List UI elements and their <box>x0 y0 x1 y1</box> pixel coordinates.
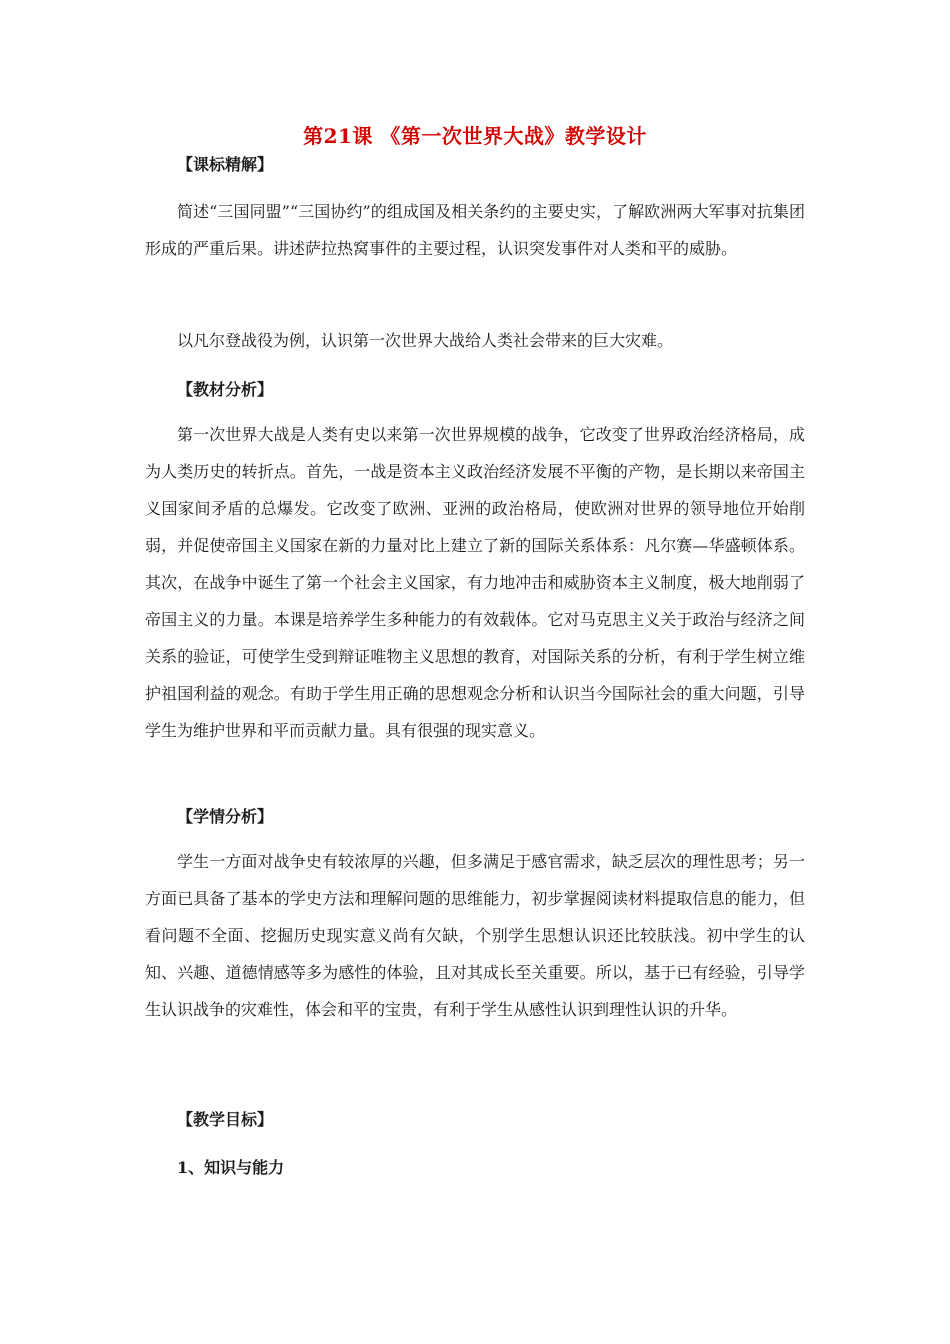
paragraph-textbook: 第一次世界大战是人类有史以来第一次世界规模的战争，它改变了世界政治经济格局，成为人类历史的转折点。首先，一战是资本主义政治经济发展不平衡的产物，是长期以来帝国主义国家间矛盾的总爆发。它改变了欧洲、亚洲的政治格局，使欧洲对世界的领导地位开始削弱，并促使帝国主义国家在新的力量对比上建立了新的国际关系体系：凡尔赛—华盛顿体系。其次，在战争中诞生了第一个社会主义国家，有力地冲击和威胁资本主义制度，极大地削弱了帝国主义的力量。本课是培养学生多种能力的有效载体。它对马克思主义关于政治与经济之间关系的验证，可使学生受到辩证唯物主义思想的教育，对国际关系的分析，有利于学生树立维护祖国利益的观念。有助于学生用正确的思想观念分析和认识当今国际社会的重大问题，引导学生为维护世界和平而贡献力量。具有很强的现实意义。 <box>145 425 805 740</box>
section-heading-students: 【学情分析】 <box>177 807 274 826</box>
document-title: 第21课 《第一次世界大战》教学设计 <box>303 124 647 148</box>
paragraph-curriculum-2: 以凡尔登战役为例，认识第一次世界大战给人类社会带来的巨大灾难。 <box>177 331 674 350</box>
paragraph-curriculum-1: 简述“三国同盟”“三国协约”的组成国及相关条约的主要史实，了解欧洲两大军事对抗集团形成的严重后果。讲述萨拉热窝事件的主要过程，认识突发事件对人类和平的威胁。 <box>145 202 805 258</box>
section-heading-textbook: 【教材分析】 <box>177 380 274 399</box>
section-heading-curriculum: 【课标精解】 <box>177 155 274 174</box>
section-heading-objectives: 【教学目标】 <box>177 1110 274 1129</box>
subheading-knowledge-ability: 1、知识与能力 <box>177 1158 285 1177</box>
paragraph-students: 学生一方面对战争史有较浓厚的兴趣，但多满足于感官需求，缺乏层次的理性思考；另一方面已具备了基本的学史方法和理解问题的思维能力，初步掌握阅读材料提取信息的能力，但看问题不全面、挖掘历史现实意义尚有欠缺，个别学生思想认识还比较肤浅。初中学生的认知、兴趣、道德情感等多为感性的体验，且对其成长至关重要。所以，基于已有经验，引导学生认识战争的灾难性，体会和平的宝贵，有利于学生从感性认识到理性认识的升华。 <box>145 852 805 1019</box>
document-page <box>145 0 805 1344</box>
